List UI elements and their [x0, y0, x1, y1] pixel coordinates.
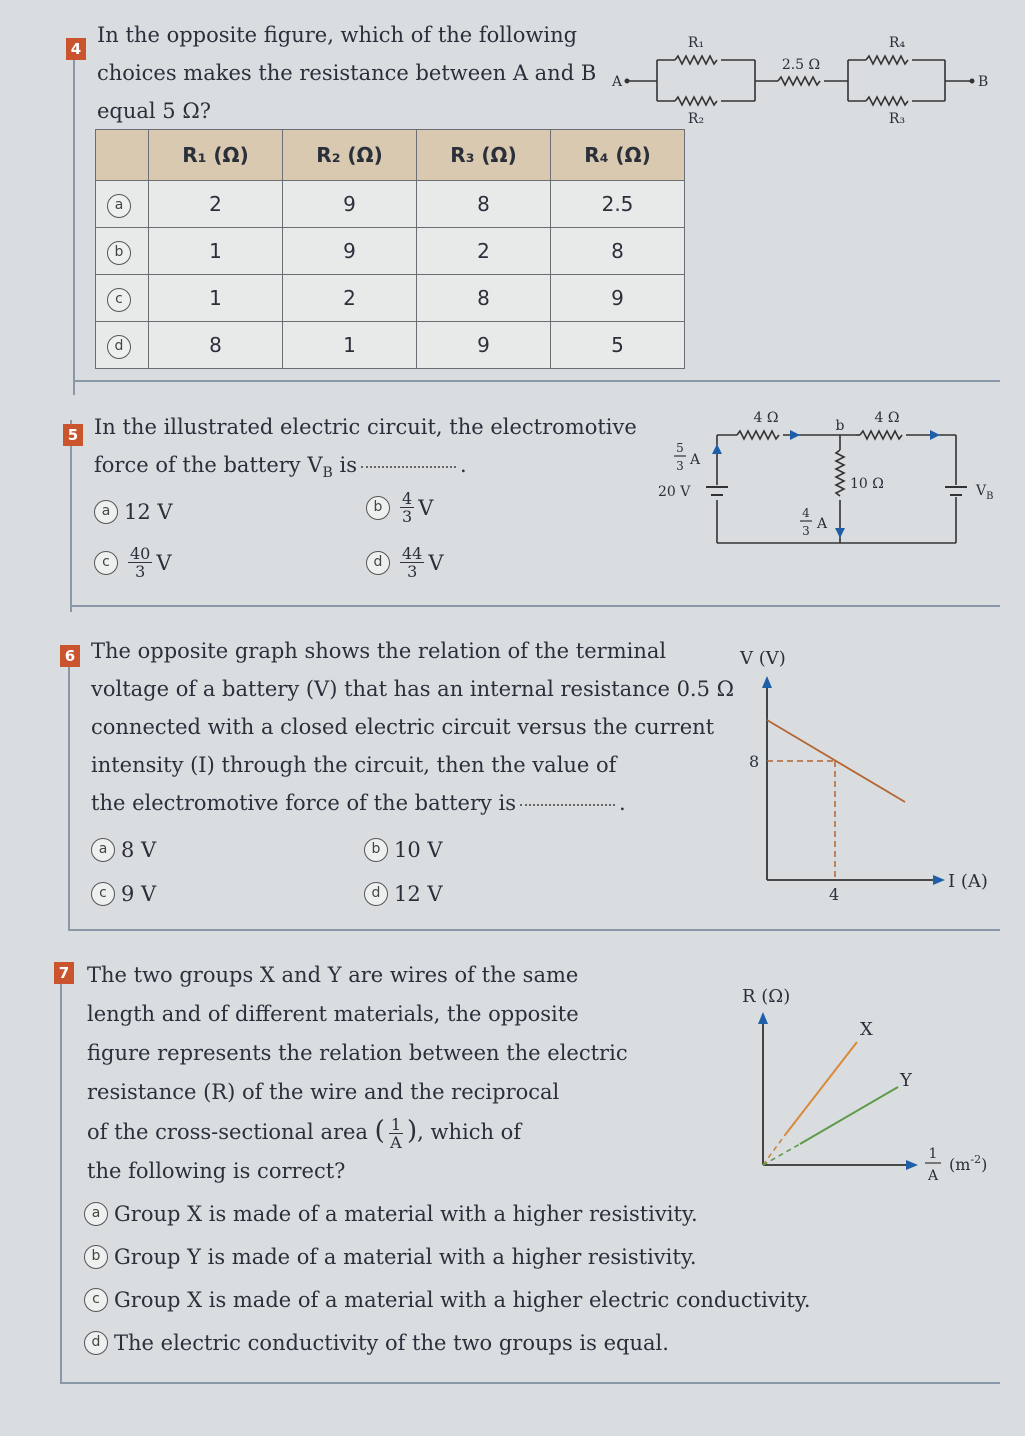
option-d-marker[interactable]: d: [107, 335, 131, 359]
q4-stem: [97, 16, 596, 130]
q5-number-badge: 5: [63, 424, 83, 446]
q5-option-b[interactable]: b $\frac{4}{3}$ V: [366, 490, 433, 525]
q5-circuit-diagram: [650, 400, 1010, 560]
q7-line-4: resistance (R) of the wire and the reciprocal: [87, 1080, 560, 1104]
q6-option-d[interactable]: d 12 V: [364, 882, 443, 906]
q7-option-a[interactable]: a Group X is made of a material with a higher resistivity.: [84, 1202, 698, 1226]
x-label-denominator: A: [927, 1168, 939, 1184]
q7-line-6: the following is correct?: [87, 1159, 346, 1183]
q4-side-rule: [73, 40, 75, 395]
q4-line-1: In the opposite figure, which of the following: [97, 23, 578, 47]
q7-side-rule: [60, 970, 62, 1382]
table-header-cell: R₄ (Ω): [551, 130, 685, 181]
table-cell: 5: [551, 322, 685, 369]
left-resistor-label: 4 Ω: [753, 410, 779, 426]
q7-line-2: length and of different materials, the opposite: [87, 1002, 579, 1026]
q5-side-rule: [70, 420, 72, 612]
x-label-numerator: 1: [928, 1146, 938, 1162]
q5-stem: [94, 408, 637, 492]
q4-choices-table: [95, 129, 685, 369]
q6-bottom-rule: [68, 929, 1000, 931]
middle-resistor-label: 2.5 Ω: [781, 57, 821, 73]
q6-option-b[interactable]: b 10 V: [364, 838, 443, 862]
table-cell: 9: [283, 181, 417, 228]
q7-line-3: figure represents the relation between the electric: [87, 1041, 628, 1065]
node-b-label: b: [835, 418, 845, 434]
y-axis-arrow: [762, 676, 772, 688]
current-2-denominator: 3: [802, 524, 810, 538]
table-cell: 2.5: [551, 181, 685, 228]
x-axis-unit: $(m^{-2})$: [949, 1153, 988, 1174]
table-cell: 9: [283, 228, 417, 275]
y-axis-label: R (Ω): [742, 986, 791, 1007]
q6-option-c[interactable]: c 9 V: [91, 882, 156, 906]
table-cell: 8: [551, 228, 685, 275]
q6-side-rule: [68, 648, 70, 930]
q4-line-2: choices makes the resistance between A and B: [97, 61, 597, 85]
q6-number-badge: 6: [60, 645, 80, 667]
r2-label: R₂: [687, 111, 705, 127]
y-axis-label: V (V): [740, 648, 786, 669]
terminal-a-label: A: [612, 74, 623, 90]
x-axis-label: I (A): [948, 871, 988, 892]
vb-label: $V_B$: [976, 483, 994, 502]
line-x: [785, 1042, 857, 1135]
q5-line-2: force of the battery $V_B$ is .: [94, 453, 467, 482]
table-cell: 8: [149, 322, 283, 369]
table-header-cell: R₁ (Ω): [149, 130, 283, 181]
q7-line-1: The two groups X and Y are wires of the same: [87, 963, 579, 987]
q7-r-vs-inverse-area-graph: [730, 980, 1015, 1200]
table-cell: 2: [417, 228, 551, 275]
r1-label: R₁: [687, 35, 705, 51]
answer-blank: [361, 466, 456, 468]
table-cell: 1: [149, 228, 283, 275]
line-x-label: X: [860, 1019, 873, 1040]
table-header-cell: [96, 130, 149, 181]
table-row[interactable]: [96, 181, 685, 228]
x-axis-arrow: [933, 875, 945, 885]
q4-bottom-rule: [73, 380, 1000, 382]
table-cell: 2: [149, 181, 283, 228]
current-2-numerator: 4: [802, 506, 810, 520]
current-1-denominator: 3: [676, 459, 684, 473]
table-cell: 1: [283, 322, 417, 369]
line-y-label: Y: [900, 1070, 912, 1091]
q5-option-c[interactable]: c $\frac{40}{3}$ V: [94, 545, 172, 580]
current-1-unit: A: [690, 452, 701, 468]
table-cell: 9: [551, 275, 685, 322]
table-cell: 2: [283, 275, 417, 322]
q7-option-c[interactable]: c Group X is made of a material with a higher electric conductivity.: [84, 1288, 811, 1312]
table-cell: 9: [417, 322, 551, 369]
q6-option-a[interactable]: a 8 V: [91, 838, 156, 862]
q7-option-b[interactable]: b Group Y is made of a material with a higher resistivity.: [84, 1245, 697, 1269]
q4-circuit-diagram: [600, 25, 1010, 135]
r3-label: R₃: [888, 111, 906, 127]
q7-stem: [87, 956, 628, 1191]
q7-bottom-rule: [60, 1382, 1000, 1384]
option-c-marker[interactable]: c: [107, 288, 131, 312]
x-axis-arrow: [906, 1160, 918, 1170]
current-1-numerator: 5: [676, 441, 684, 455]
y-tick-label: 8: [749, 752, 760, 771]
table-row[interactable]: [96, 228, 685, 275]
table-row[interactable]: [96, 275, 685, 322]
q6-stem: [91, 632, 734, 822]
q5-option-a[interactable]: a 12 V: [94, 500, 173, 524]
table-cell: 8: [417, 181, 551, 228]
q6-line-4: intensity (I) through the circuit, then the value of: [91, 753, 617, 777]
q6-line-1: The opposite graph shows the relation of the terminal: [91, 639, 667, 663]
option-b-marker[interactable]: b: [107, 241, 131, 265]
table-cell: 8: [417, 275, 551, 322]
r4-label: R₄: [888, 35, 906, 51]
q6-line-5: the electromotive force of the battery is .: [91, 791, 626, 815]
x-tick-label: 4: [829, 885, 840, 904]
q5-line-1: In the illustrated electric circuit, the electromotive: [94, 415, 637, 439]
middle-resistor-label: 10 Ω: [850, 476, 884, 492]
q6-line-2: voltage of a battery (V) that has an internal resistance 0.5 Ω: [91, 677, 735, 701]
right-resistor-label: 4 Ω: [874, 410, 900, 426]
q5-bottom-rule: [70, 605, 1000, 607]
answer-blank: [520, 804, 615, 806]
q7-number-badge: 7: [54, 962, 74, 984]
q4-number-badge: 4: [66, 38, 86, 60]
current-2-unit: A: [817, 516, 828, 532]
table-header-cell: R₂ (Ω): [283, 130, 417, 181]
q5-option-d[interactable]: d $\frac{44}{3}$ V: [366, 545, 444, 580]
q6-line-3: connected with a closed electric circuit versus the current: [91, 715, 715, 739]
emf-label: 20 V: [658, 484, 691, 500]
terminal-b-label: B: [978, 74, 989, 90]
table-row[interactable]: [96, 322, 685, 369]
q7-line-5: of the cross-sectional area ( $\frac{1}{A}$ ), which of: [87, 1115, 522, 1152]
table-cell: 1: [149, 275, 283, 322]
q4-line-3: equal 5 Ω?: [97, 99, 212, 123]
y-axis-arrow: [758, 1012, 768, 1024]
q7-option-d[interactable]: d The electric conductivity of the two groups is equal.: [84, 1331, 669, 1355]
option-a-marker[interactable]: a: [107, 194, 131, 218]
q6-vi-graph: [730, 640, 1010, 910]
table-header-row: [96, 130, 685, 181]
table-header-cell: R₃ (Ω): [417, 130, 551, 181]
